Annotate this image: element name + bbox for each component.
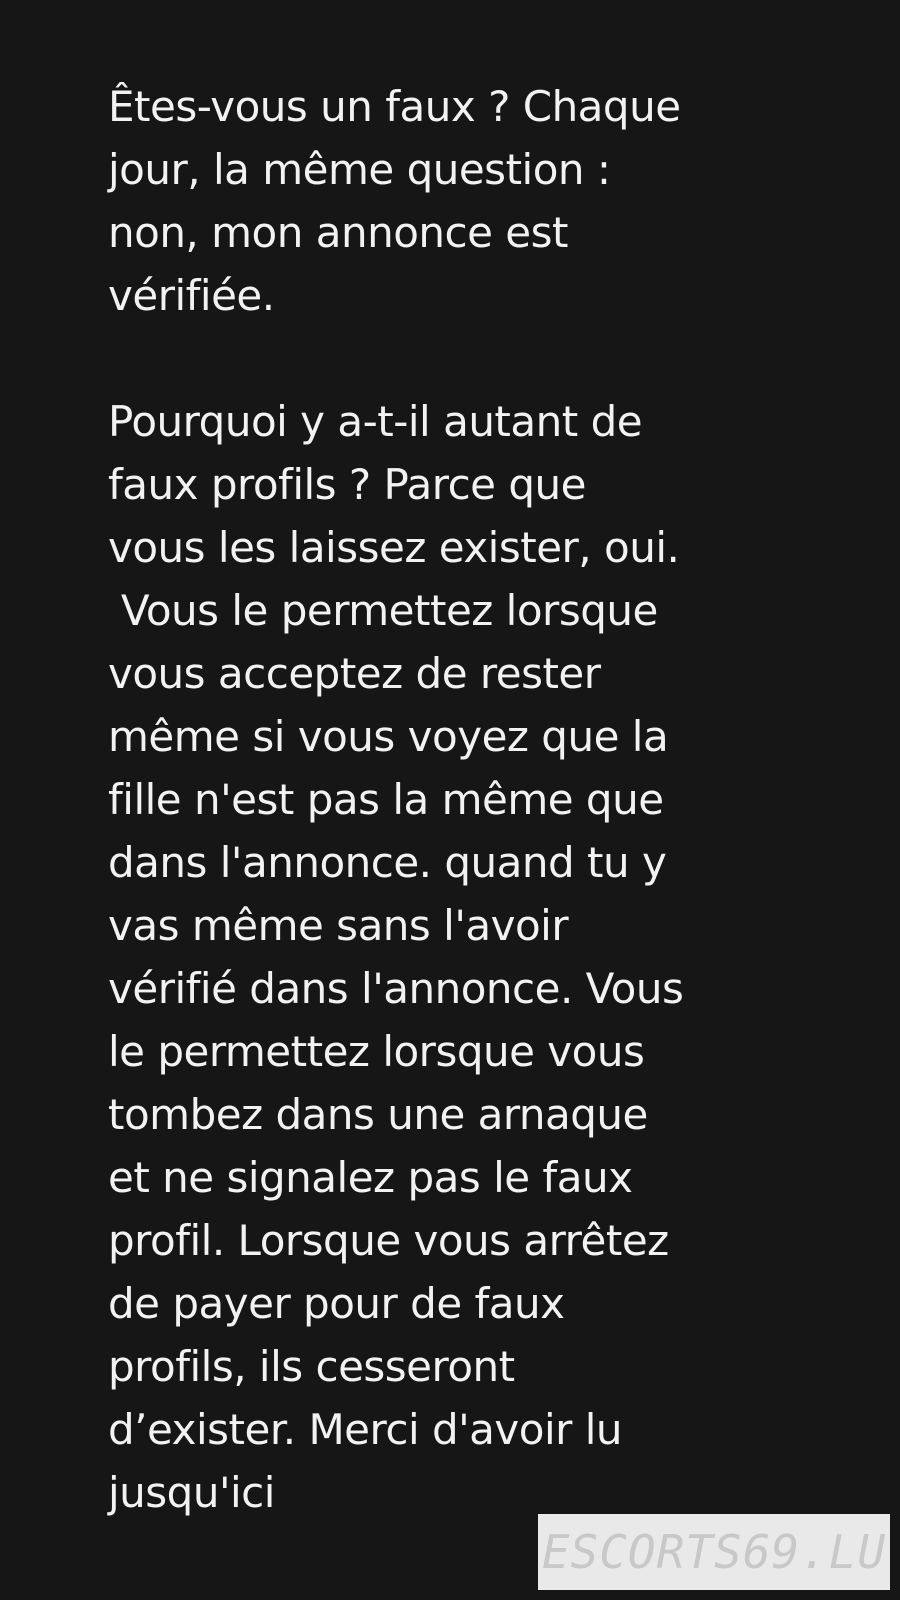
text-line: vous les laissez exister, oui. <box>108 523 680 572</box>
watermark-text: ESCORTS69.LU <box>541 1525 887 1579</box>
text-line: d’exister. Merci d'avoir lu <box>108 1405 623 1454</box>
text-line: même si vous voyez que la <box>108 712 669 761</box>
text-line: tombez dans une arnaque <box>108 1090 648 1139</box>
text-line: vas même sans l'avoir <box>108 901 569 950</box>
text-line: jour, la même question : <box>108 145 611 194</box>
watermark-badge <box>538 1514 890 1590</box>
text-line: dans l'annonce. quand tu y <box>108 838 667 887</box>
text-line: Pourquoi y a-t-il autant de <box>108 397 643 446</box>
text-line: vérifié dans l'annonce. Vous <box>108 964 684 1013</box>
text-line: non, mon annonce est <box>108 208 568 257</box>
text-line: fille n'est pas la même que <box>108 775 664 824</box>
text-line: vérifiée. <box>108 271 275 320</box>
text-line: et ne signalez pas le faux <box>108 1153 633 1202</box>
text-line: faux profils ? Parce que <box>108 460 586 509</box>
text-line: profil. Lorsque vous arrêtez <box>108 1216 669 1265</box>
text-line: le permettez lorsque vous <box>108 1027 645 1076</box>
text-line: de payer pour de faux <box>108 1279 565 1328</box>
story-text <box>108 75 728 1524</box>
text-line: Vous le permettez lorsque <box>108 586 658 635</box>
text-line: profils, ils cesseront <box>108 1342 515 1391</box>
text-line: jusqu'ici <box>108 1468 275 1517</box>
paragraph-spacer <box>108 327 728 390</box>
text-line: vous acceptez de rester <box>108 649 601 698</box>
text-line: Êtes-vous un faux ? Chaque <box>108 82 681 131</box>
